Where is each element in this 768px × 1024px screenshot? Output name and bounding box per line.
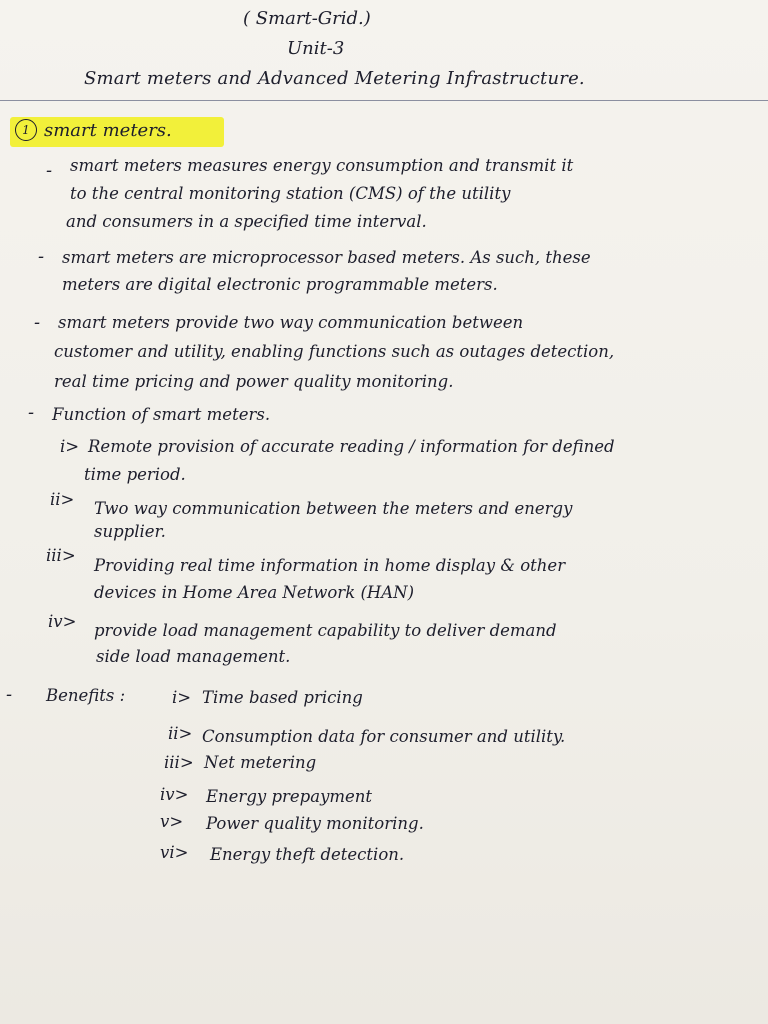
benefit-1-marker: i> (172, 688, 192, 707)
point-3-line-2: customer and utility, enabling functions such as outages detection, (54, 342, 615, 361)
point-2-line-2: meters are digital electronic programmable meters. (62, 275, 498, 294)
point-2-line-1: smart meters are microprocessor based meters. As such, these (62, 248, 591, 267)
function-3-marker: iii> (46, 546, 76, 565)
bullet-dash: - (46, 160, 53, 181)
function-2-line-2: supplier. (94, 522, 166, 541)
point-1-line-2: to the central monitoring station (CMS) of the utility (70, 184, 511, 203)
unit-label: Unit-3 (287, 38, 345, 59)
point-1-line-3: and consumers in a specified time interval. (66, 212, 427, 231)
point-1-line-1: smart meters measures energy consumption and transmit it (70, 156, 574, 175)
function-4-line-1: provide load management capability to deliver demand (94, 621, 557, 640)
bullet-dash: - (38, 246, 45, 267)
benefit-1-text: Time based pricing (202, 688, 363, 707)
function-2-line-1: Two way communication between the meters and energy (94, 499, 573, 518)
functions-heading: Function of smart meters. (52, 405, 271, 424)
section-number: 1 (15, 119, 37, 141)
point-3-line-1: smart meters provide two way communication between (58, 313, 524, 332)
course-title: ( Smart-Grid.) (243, 8, 371, 29)
benefit-6-marker: vi> (160, 843, 189, 862)
function-1-line-2: time period. (84, 465, 186, 484)
page-title: Smart meters and Advanced Metering Infrastructure. (84, 68, 585, 89)
bullet-dash: - (28, 402, 35, 423)
benefit-4-text: Energy prepayment (206, 787, 373, 806)
function-2-marker: ii> (50, 490, 75, 509)
header-rule (0, 100, 768, 101)
function-1-marker: i> (60, 437, 80, 456)
benefit-3-text: Net metering (204, 753, 317, 772)
function-4-marker: iv> (48, 612, 77, 631)
function-3-line-1: Providing real time information in home display & other (94, 556, 566, 575)
benefit-6-text: Energy theft detection. (210, 845, 405, 864)
benefit-5-text: Power quality monitoring. (206, 814, 424, 833)
function-1-line-1: Remote provision of accurate reading / information for defined (88, 437, 615, 456)
function-4-line-2: side load management. (96, 647, 291, 666)
point-3-line-3: real time pricing and power quality monitoring. (54, 372, 454, 391)
benefits-label: Benefits : (46, 686, 126, 705)
benefit-3-marker: iii> (164, 753, 194, 772)
function-3-line-2: devices in Home Area Network (HAN) (94, 583, 415, 602)
section-title: smart meters. (44, 120, 172, 141)
bullet-dash: - (6, 684, 13, 705)
bullet-dash: - (34, 312, 41, 333)
benefit-4-marker: iv> (160, 785, 189, 804)
benefit-2-text: Consumption data for consumer and utility. (202, 727, 566, 746)
benefit-2-marker: ii> (168, 724, 193, 743)
benefit-5-marker: v> (160, 812, 184, 831)
